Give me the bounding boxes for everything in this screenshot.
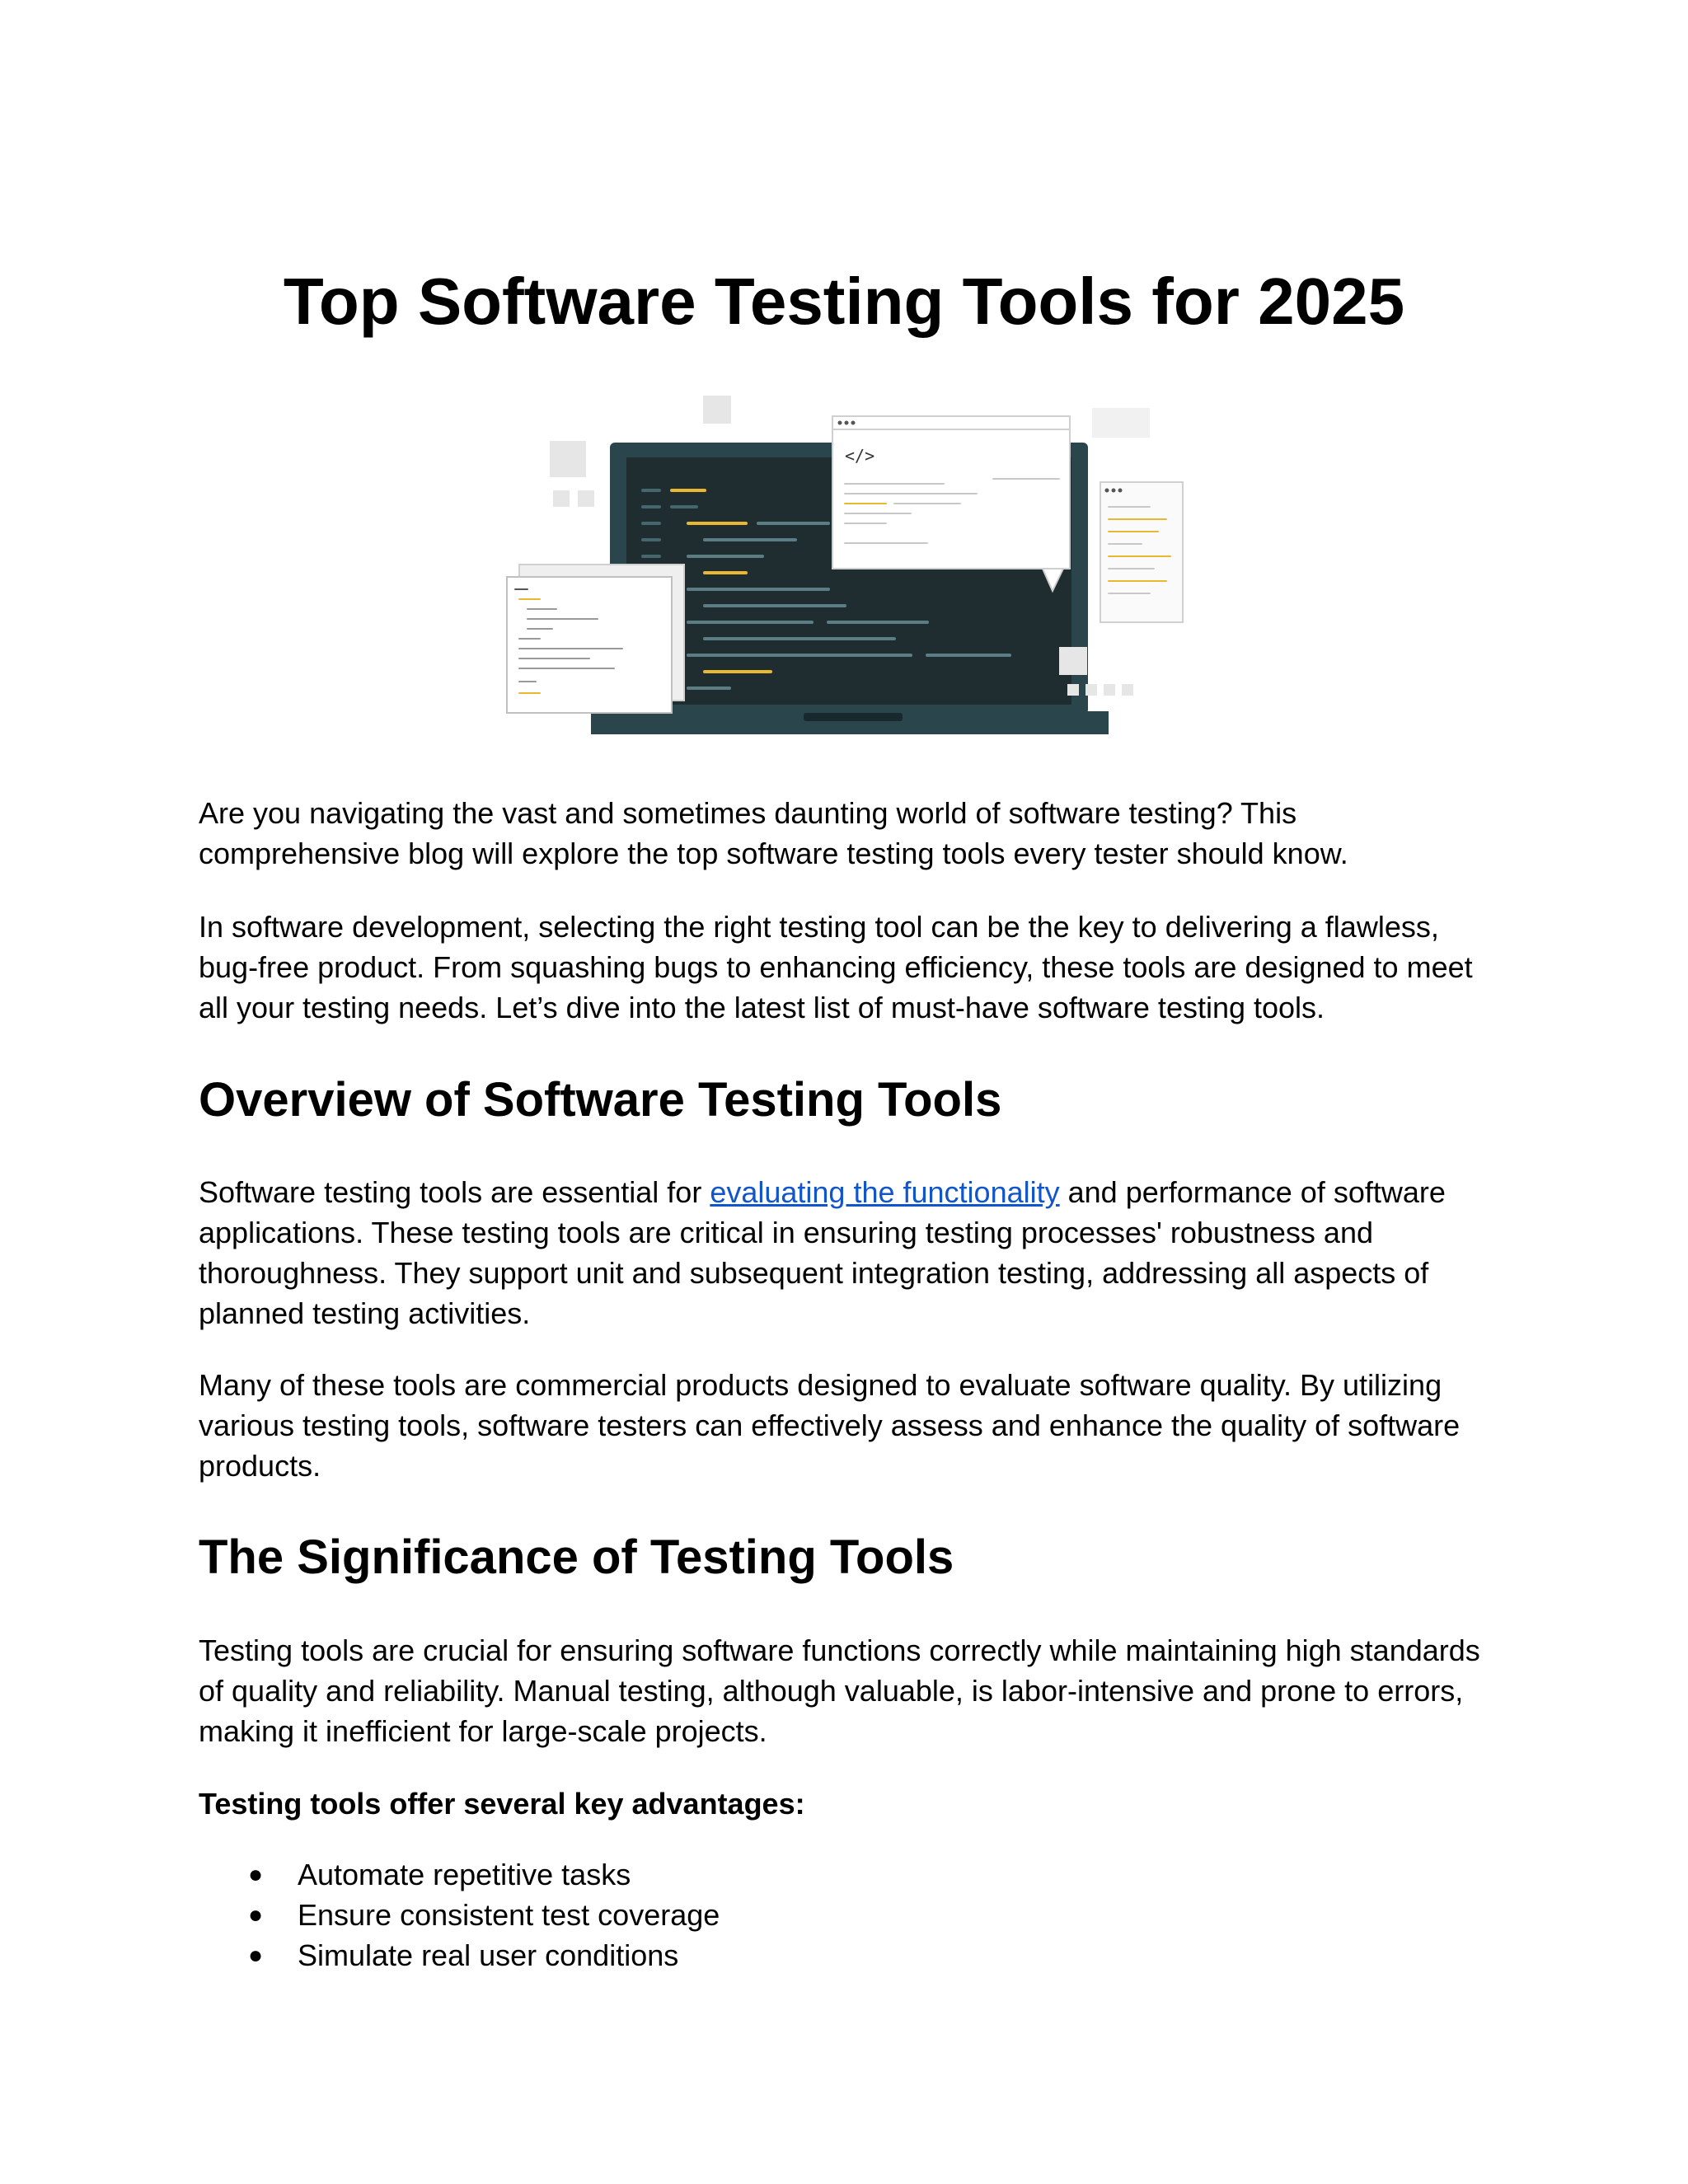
- bullet-icon: ●: [248, 1901, 264, 1929]
- overview-paragraph-1: [199, 1172, 1501, 1333]
- section-heading-significance: The Significance of Testing Tools: [199, 1530, 954, 1584]
- advantages-list: [199, 1854, 720, 1975]
- list-item: [199, 1854, 720, 1895]
- intro-paragraph-1: Are you navigating the vast and sometimes daunting world of software testing? This comprehensive blog will explore the top software testing tools every tester should know.: [199, 796, 1348, 870]
- intro-paragraph-2: In software development, selecting the right testing tool can be the key to delivering a flawless, bug-free product. From squashing bugs to enhancing efficiency, these tools are designed to meet all your testing needs. Let’s dive into the latest list of must-have software testing tools.: [199, 910, 1473, 1024]
- bullet-icon: ●: [248, 1942, 264, 1969]
- significance-paragraph-1: Testing tools are crucial for ensuring software functions correctly while maintaining high standards of quality and reliability. Manual testing, although valuable, is labor-intensive and prone to errors, making it inefficient for large-scale projects.: [199, 1633, 1480, 1748]
- advantages-label: Testing tools offer several key advantages:: [199, 1787, 805, 1821]
- list-item: [199, 1935, 720, 1975]
- overview-paragraph-2: Many of these tools are commercial products designed to evaluate software quality. By utilizing various testing tools, software testers can effectively assess and enhance the quality of software products.: [199, 1368, 1461, 1483]
- page-title: Top Software Testing Tools for 2025: [283, 265, 1405, 338]
- evaluating-functionality-link[interactable]: evaluating the functionality: [710, 1175, 1060, 1209]
- code-tag-text: </>: [845, 446, 875, 466]
- section-heading-overview: Overview of Software Testing Tools: [199, 1073, 1002, 1127]
- list-item-text: Automate repetitive tasks: [298, 1858, 631, 1891]
- laptop-code-illustration-icon: [499, 375, 1191, 762]
- overview-text-after-link: and performance of software applications. These testing tools are critical in ensuring testing processes' robustness and thoroughness. They support unit and subsequent integration testing, addressing all aspects of planned testing activities.: [199, 1175, 1446, 1330]
- list-item-text: Ensure consistent test coverage: [298, 1898, 720, 1932]
- list-item: [199, 1895, 720, 1935]
- list-item-text: Simulate real user conditions: [298, 1938, 679, 1972]
- bullet-icon: ●: [248, 1861, 264, 1888]
- overview-text-before-link: Software testing tools are essential for: [199, 1175, 710, 1209]
